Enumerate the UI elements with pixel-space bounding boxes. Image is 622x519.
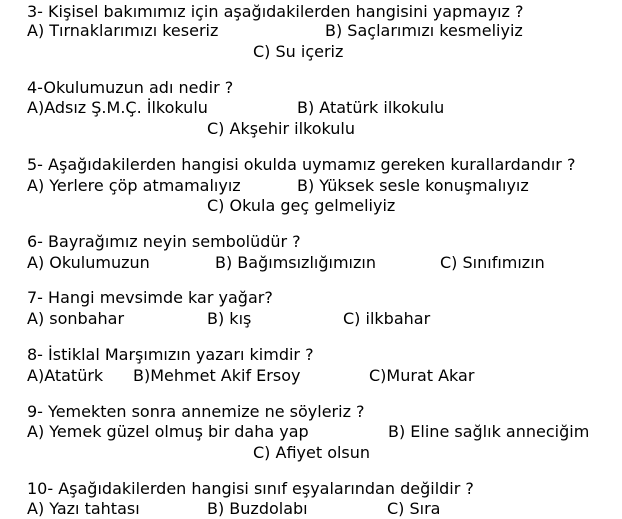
question-5-option-b: B) Yüksek sesle konuşmalıyız (297, 176, 529, 195)
question-7-option-c: C) ilkbahar (343, 309, 431, 328)
question-10-option-a: A) Yazı tahtası (27, 499, 140, 518)
question-3-option-c: C) Su içeriz (253, 42, 344, 61)
question-3-option-a: A) Tırnaklarımızı keseriz (27, 21, 219, 40)
question-4-option-b: B) Atatürk ilkokulu (297, 98, 445, 117)
question-6-text: 6- Bayrağımız neyin sembolüdür ? (27, 232, 301, 251)
question-10-option-c: C) Sıra (387, 499, 441, 518)
question-8-text: 8- İstiklal Marşımızın yazarı kimdir ? (27, 345, 314, 364)
question-10-text: 10- Aşağıdakilerden hangisi sınıf eşyalarından değildir ? (27, 479, 474, 498)
question-4-option-a: A)Adsız Ş.M.Ç. İlkokulu (27, 98, 208, 117)
question-7-text: 7- Hangi mevsimde kar yağar? (27, 288, 273, 307)
question-8-option-b: B)Mehmet Akif Ersoy (133, 366, 301, 385)
question-3-option-b: B) Saçlarımızı kesmeliyiz (325, 21, 523, 40)
question-8-option-c: C)Murat Akar (369, 366, 475, 385)
question-9-option-a: A) Yemek güzel olmuş bir daha yap (27, 422, 309, 441)
question-7-option-b: B) kış (207, 309, 252, 328)
question-7-option-a: A) sonbahar (27, 309, 125, 328)
question-5-text: 5- Aşağıdakilerden hangisi okulda uymamız gereken kurallardandır ? (27, 155, 576, 174)
question-6-option-a: A) Okulumuzun (27, 253, 150, 272)
question-10-option-b: B) Buzdolabı (207, 499, 308, 518)
question-3-text: 3- Kişisel bakımımız için aşağıdakilerden hangisini yapmayız ? (27, 2, 524, 21)
question-6-option-c: C) Sınıfımızın (440, 253, 545, 272)
question-5-option-c: C) Okula geç gelmeliyiz (207, 196, 396, 215)
question-9-option-b: B) Eline sağlık anneciğim (388, 422, 590, 441)
question-9-option-c: C) Afiyet olsun (253, 443, 371, 462)
question-4-option-c: C) Akşehir ilkokulu (207, 119, 356, 138)
question-9-text: 9- Yemekten sonra annemize ne söyleriz ? (27, 402, 365, 421)
question-6-option-b: B) Bağımsızlığımızın (215, 253, 376, 272)
question-4-text: 4-Okulumuzun adı nedir ? (27, 78, 234, 97)
question-8-option-a: A)Atatürk (27, 366, 104, 385)
question-5-option-a: A) Yerlere çöp atmamalıyız (27, 176, 241, 195)
